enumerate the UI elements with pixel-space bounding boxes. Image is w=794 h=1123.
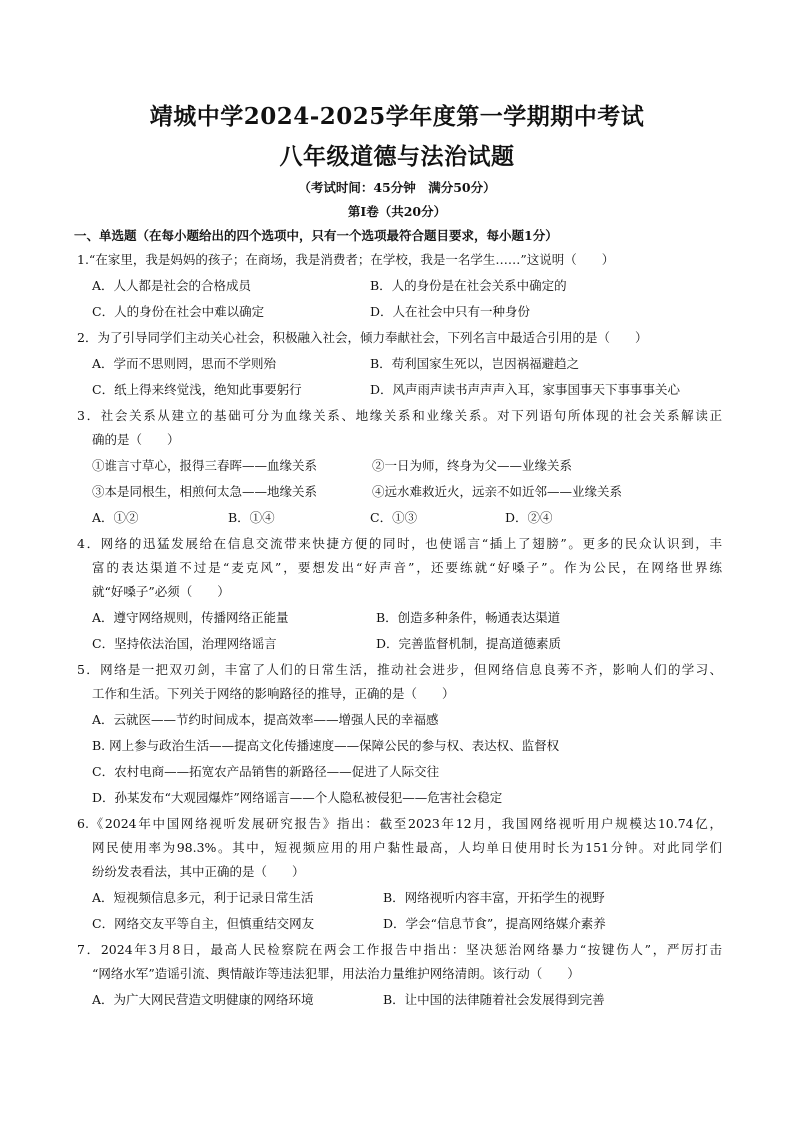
question-6-option-b: B．网络视听内容丰富，开拓学生的视野 <box>383 890 605 905</box>
question-2-stem: 2．为了引导同学们主动关心社会，积极融入社会，倾力奉献社会，下列名言中最适合引用的是（ ） <box>77 330 648 345</box>
question-6-stem-line3: 纷纷发表看法，其中正确的是（ ） <box>92 864 305 879</box>
question-5-option-b: B. 网上参与政治生活——提高文化传播速度——保障公民的参与权、表达权、监督权 <box>92 738 560 753</box>
question-3-stem-line2: 确的是（ ） <box>92 432 180 447</box>
question-1-option-d: D．人在社会中只有一种身份 <box>370 304 531 319</box>
question-2-option-b: B．苟利国家生死以，岂因祸福避趋之 <box>370 356 580 371</box>
question-4-option-c: C．坚持依法治国，治理网络谣言 <box>92 636 277 651</box>
question-6-option-a: A．短视频信息多元，利于记录日常生活 <box>92 890 314 905</box>
question-2-option-c: C．纸上得来终觉浅，绝知此事要躬行 <box>92 382 302 397</box>
question-3-option-b: B．①④ <box>228 510 275 525</box>
question-4-option-b: B．创造多种条件，畅通表达渠道 <box>376 610 561 625</box>
question-3-statement-2: ②一日为师，终身为父——业缘关系 <box>372 458 573 473</box>
question-1-option-b: B．人的身份是在社会关系中确定的 <box>370 278 567 293</box>
question-5-option-a: A．云就医——节约时间成本，提高效率——增强人民的幸福感 <box>92 712 439 727</box>
question-4-stem-line1: 4．网络的迅猛发展给在信息交流带来快捷方便的同时，也使谣言“插上了翅膀”。更多的民众认识到，丰 <box>77 536 722 551</box>
question-3-statement-4: ④远水难救近火，远亲不如近邻——业缘关系 <box>372 484 623 499</box>
exam-title: 靖城中学2024-2025学年度第一学期期中考试 <box>149 103 645 130</box>
question-3-option-c: C．①③ <box>370 510 418 525</box>
question-3-option-a: A．①② <box>92 510 139 525</box>
question-7-option-b: B．让中国的法律随着社会发展得到完善 <box>383 992 605 1007</box>
question-7-stem-line1: 7．2024年3月8日，最高人民检察院在两会工作报告中指出：坚决惩治网络暴力“按键伤人”，严厉打击 <box>77 942 722 957</box>
question-7-option-a: A．为广大网民营造文明健康的网络环境 <box>92 992 314 1007</box>
question-3-statement-3: ③本是同根生，相煎何太急——地缘关系 <box>92 484 318 499</box>
exam-info: （考试时间：45分钟 满分50分） <box>298 180 496 195</box>
question-2-option-a: A．学而不思则罔，思而不学则殆 <box>92 356 277 371</box>
question-4-stem-line2: 富的表达渠道不过是“麦克风”，要想发出“好声音”，还要练就“好嗓子”。作为公民，在网络世界练 <box>92 560 722 575</box>
exam-subtitle: 八年级道德与法治试题 <box>279 143 515 170</box>
question-7-stem-line2: “网络水军”造谣引流、舆情敲诈等违法犯罪，用法治力量维护网络清朗。该行动（ ） <box>92 966 580 981</box>
section-heading: 一、单选题（在每小题给出的四个选项中，只有一个选项最符合题目要求，每小题1分） <box>74 228 558 243</box>
question-6-stem-line2: 网民使用率为98.3%。其中，短视频应用的用户黏性最高，人均单日使用时长为151分钟。对此同学们 <box>92 840 722 855</box>
question-3-option-d: D．②④ <box>505 510 553 525</box>
part-title: 第Ⅰ卷（共20分） <box>347 204 447 219</box>
question-1-option-c: C．人的身份在社会中难以确定 <box>92 304 265 319</box>
question-4-option-a: A．遵守网络规则，传播网络正能量 <box>92 610 289 625</box>
question-5-option-d: D．孙某发布“大观园爆炸”网络谣言——个人隐私被侵犯——危害社会稳定 <box>92 790 503 805</box>
question-5-option-c: C．农村电商——拓宽农产品销售的新路径——促进了人际交往 <box>92 764 440 779</box>
question-4-stem-line3: 就“好嗓子”必须（ ） <box>92 584 230 599</box>
question-6-option-c: C．网络交友平等自主，但慎重结交网友 <box>92 916 315 931</box>
question-6-stem-line1: 6.《2024年中国网络视听发展研究报告》指出：截至2023年12月，我国网络视听用户规模达10.74亿， <box>77 816 722 831</box>
question-1-option-a: A．人人都是社会的合格成员 <box>92 278 252 293</box>
question-5-stem-line2: 工作和生活。下列关于网络的影响路径的推导，正确的是（ ） <box>92 686 455 701</box>
question-2-option-d: D．风声雨声读书声声声入耳，家事国事天下事事事关心 <box>370 382 681 397</box>
question-3-stem-line1: 3．社会关系从建立的基础可分为血缘关系、地缘关系和业缘关系。对下列语句所体现的社会关系解读正 <box>77 408 722 423</box>
question-6-option-d: D．学会“信息节食”，提高网络媒介素养 <box>383 916 606 931</box>
question-1-stem: 1.“在家里，我是妈妈的孩子；在商场，我是消费者；在学校，我是一名学生……”这说明（ ） <box>77 252 615 267</box>
question-4-option-d: D．完善监督机制，提高道德素质 <box>376 636 562 651</box>
question-3-statement-1: ①谁言寸草心，报得三春晖——血缘关系 <box>92 458 318 473</box>
question-5-stem-line1: 5．网络是一把双刃剑，丰富了人们的日常生活，推动社会进步，但网络信息良莠不齐，影响人们的学习、 <box>77 662 722 677</box>
